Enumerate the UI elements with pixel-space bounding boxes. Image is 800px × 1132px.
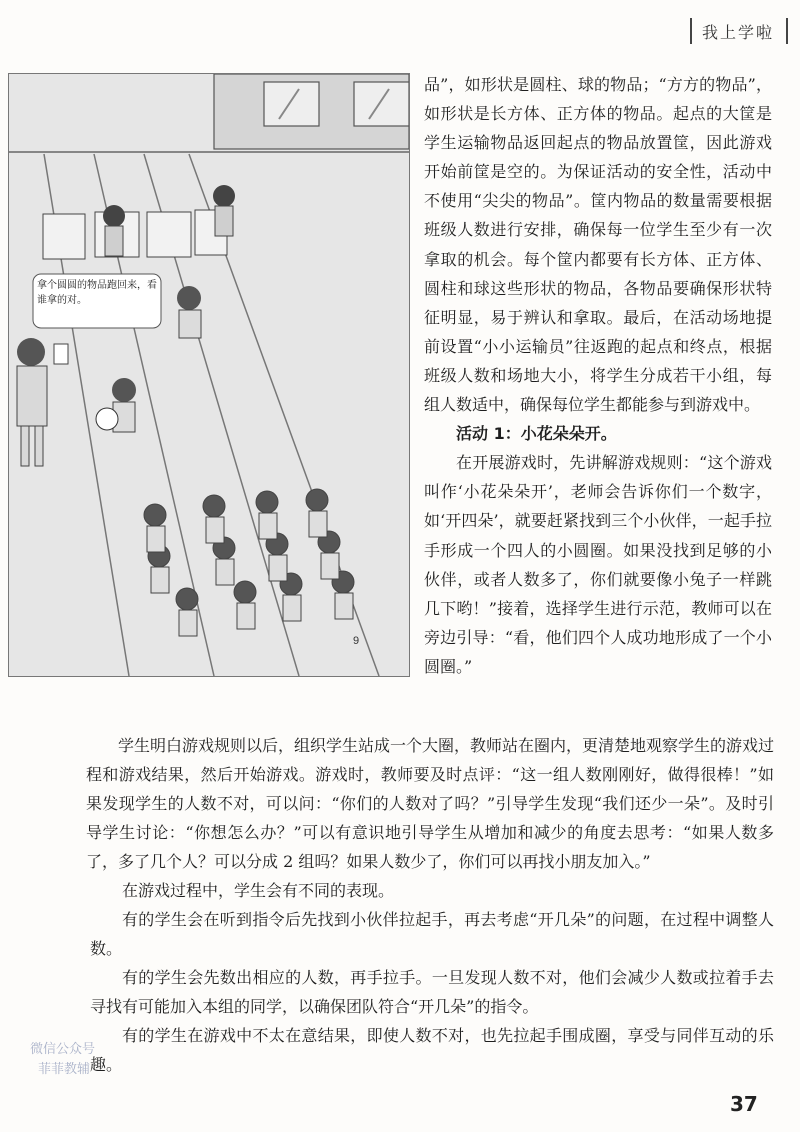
teacher-figure <box>17 338 45 366</box>
illustration-drawing <box>9 74 409 676</box>
paragraph-materials: 品”，如形状是圆柱、球的物品；“方方的物品”，如形状是长方体、正方体的物品。起点的大筐是学生运输物品返回起点的物品放置筐，因此游戏开始前筐是空的。为保证活动的安全性，活动中不使用“尖尖的物品”。筐内物品的数量需要根据班级人数进行安排，确保每一位学生至少有一次拿取的机会。每个筐内都要有长方体、正方体、圆柱和球这些形状的物品，各物品要确保形状特征明显，易于辨认和拿取。最后，在活动场地提前设置“小小运输员”往返跑的起点和终点，根据班级人数和场地大小，将学生分成若干小组，每组人数适中，确保每位学生都能参与到游戏中。 <box>424 75 772 415</box>
paragraph-behavior-1: 有的学生会在听到指令后先找到小伙伴拉起手，再去考虑“开几朵”的问题，在过程中调整人数。 <box>90 910 774 958</box>
activity-heading: 活动 1：小花朵朵开。 <box>456 424 617 444</box>
header-divider-left <box>690 18 692 44</box>
header-divider-right <box>786 18 788 44</box>
illustration-panel <box>8 73 410 677</box>
paragraph-behavior-3: 有的学生在游戏中不太在意结果，即使人数不对，也先拉起手围成圈，享受与同伴互动的乐趣。 <box>90 1026 774 1074</box>
panel-number: 9 <box>353 635 360 647</box>
running-child <box>177 286 201 310</box>
right-column <box>424 70 772 681</box>
window-left <box>264 82 319 126</box>
paragraph-game-start: 学生明白游戏规则以后，组织学生站成一个大圈，教师站在圈内，更清楚地观察学生的游戏过程和游戏结果，然后开始游戏。游戏时，教师要及时点评：“这一组人数刚刚好，做得很棒！”如果发现学生的人数不对，可以问：“你们的人数对了吗？”引导学生发现“我们还少一朵”。及时引导学生讨论：“你想怎么办？”可以有意识地引导学生从增加和减少的角度去思考：“如果人数多了，多了几个人？可以分成 2 组吗？如果人数少了，你们可以再找小朋友加入。” <box>86 736 775 871</box>
ball <box>96 408 118 430</box>
speech-bubble-text: 拿个圆圆的物品跑回来，看谁拿的对。 <box>37 280 157 306</box>
page-number: 37 <box>730 1092 758 1116</box>
window-right <box>354 82 409 126</box>
paragraph-behavior-2: 有的学生会先数出相应的人数，再手拉手。一旦发现人数不对，他们会减少人数或拉着手去寻找有可能加入本组的同学，以确保团队符合“开几朵”的指令。 <box>90 968 774 1016</box>
watermark-line-1: 微信公众号 <box>30 1042 96 1057</box>
paragraph-behaviors-intro: 在游戏过程中，学生会有不同的表现。 <box>122 881 395 900</box>
basket-3 <box>147 212 191 257</box>
watermark-line-2: 菲菲教辅 <box>38 1062 91 1077</box>
basket-1 <box>43 214 85 259</box>
section-title: 我上学啦 <box>702 23 775 42</box>
watermark <box>30 1040 150 1092</box>
paragraph-rules: 在开展游戏时，先讲解游戏规则：“这个游戏叫作‘小花朵朵开’，老师会告诉你们一个数字，如‘开四朵’，就要赶紧找到三个小伙伴，一起手拉手形成一个四人的小圆圈。如果没找到足够的小伙伴，或者人数多了，你们就要像小兔子一样跳几下哟！”接着，选择学生进行示范，教师可以在旁边引导：“看，他们四个人成功地形成了一个小圆圈。” <box>424 453 772 676</box>
full-width-text <box>86 731 775 1079</box>
